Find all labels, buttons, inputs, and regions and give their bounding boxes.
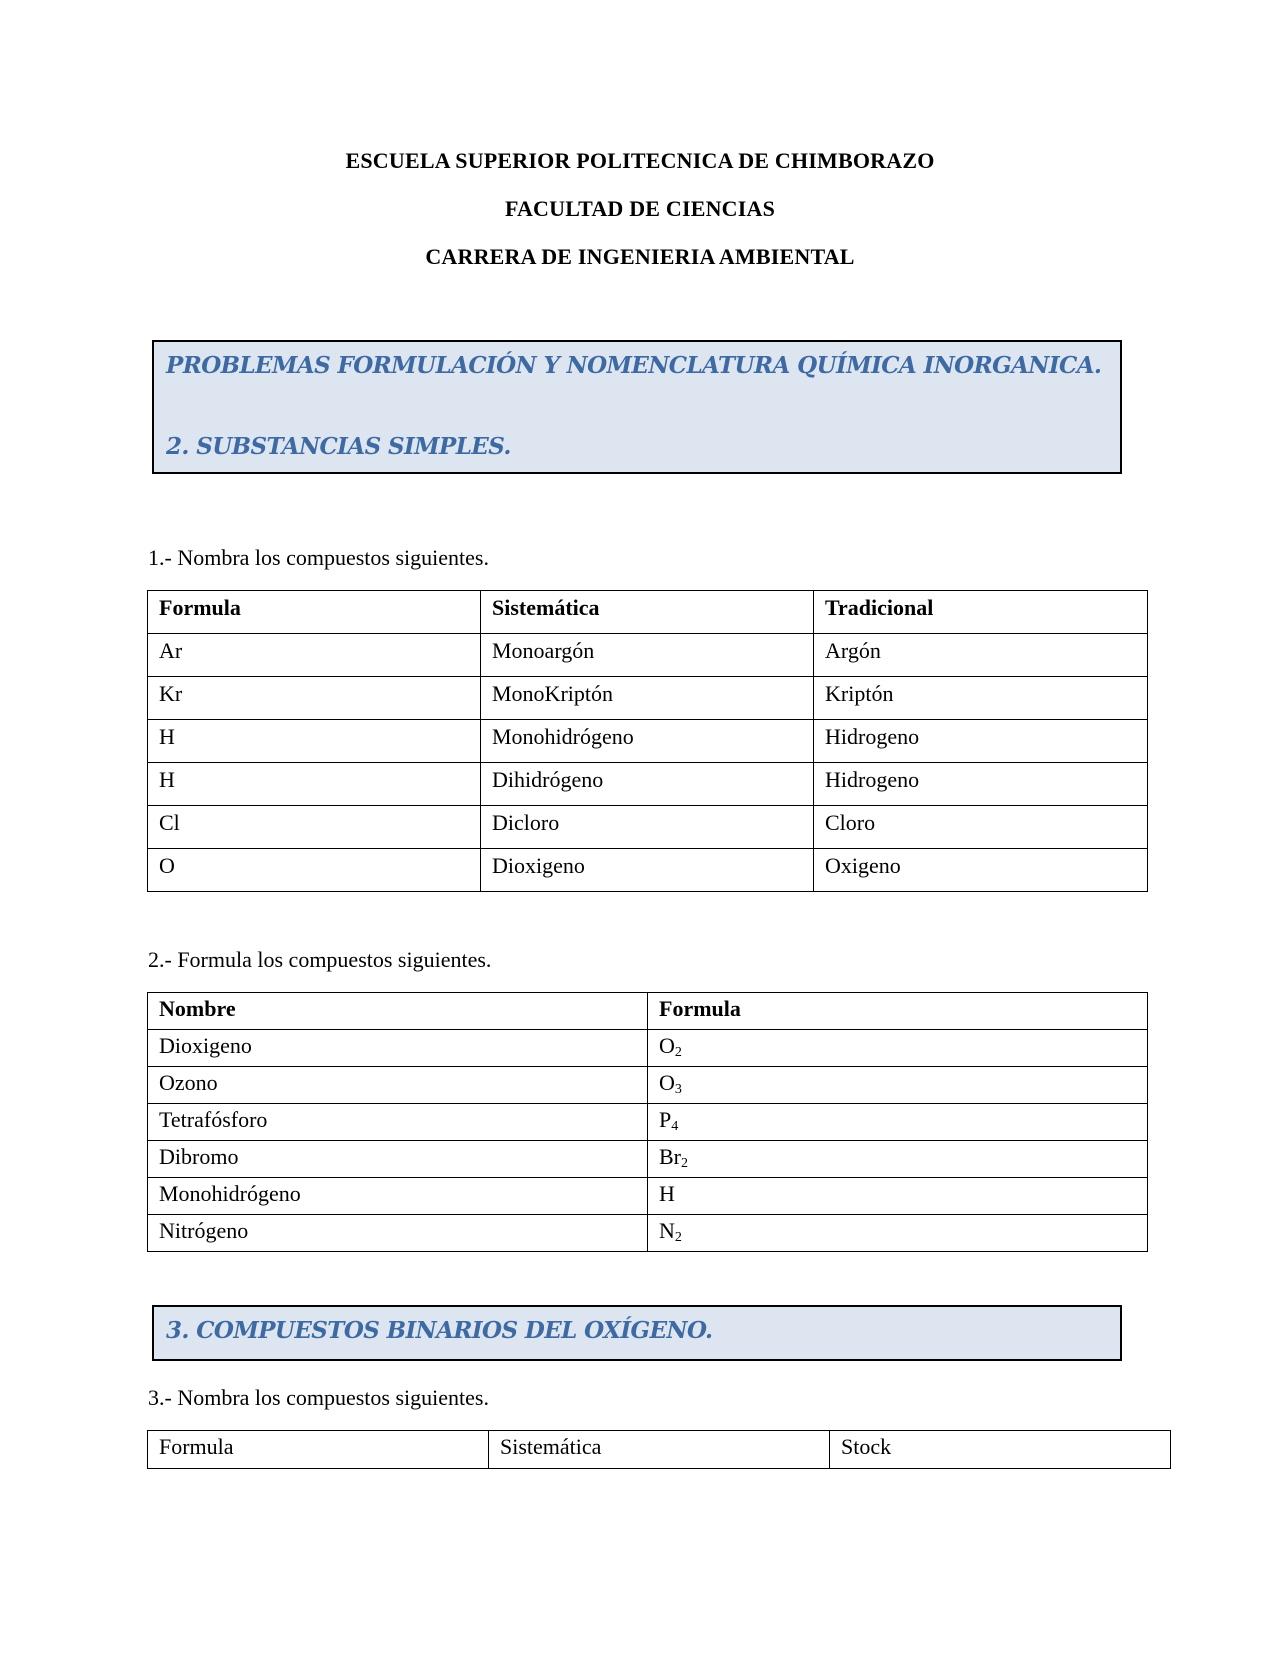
table-row bbox=[148, 1104, 1148, 1141]
systematic-name-cell: Monoargón bbox=[481, 634, 814, 677]
formula-cell bbox=[648, 1104, 1148, 1141]
element-symbol: O bbox=[659, 1033, 675, 1058]
systematic-name-cell: Dihidrógeno bbox=[481, 763, 814, 806]
systematic-name-cell: MonoKriptón bbox=[481, 677, 814, 720]
section-heading-oxygen-binaries: 3. COMPUESTOS BINARIOS DEL OXÍGENO. bbox=[166, 1317, 713, 1344]
section-heading-simple-substances: 2. SUBSTANCIAS SIMPLES. bbox=[166, 433, 511, 460]
traditional-name-cell: Argón bbox=[814, 634, 1148, 677]
formula-cell: O bbox=[148, 849, 481, 892]
institution-name: ESCUELA SUPERIOR POLITECNICA DE CHIMBORAZO bbox=[345, 148, 935, 173]
subscript: 4 bbox=[671, 1119, 679, 1134]
compound-name-cell: Dioxigeno bbox=[148, 1030, 648, 1067]
traditional-name-cell: Cloro bbox=[814, 806, 1148, 849]
subscript: 2 bbox=[681, 1156, 688, 1171]
table-row bbox=[148, 849, 1148, 892]
table-row bbox=[148, 677, 1148, 720]
header-cell: Tradicional bbox=[814, 591, 1148, 634]
table-name-compounds bbox=[147, 590, 1148, 892]
header-cell: Sistemática bbox=[481, 591, 814, 634]
formula-cell: Ar bbox=[148, 634, 481, 677]
systematic-name-cell: Dicloro bbox=[481, 806, 814, 849]
element-symbol: P bbox=[659, 1107, 672, 1132]
section-box-oxygen-binaries bbox=[152, 1305, 1122, 1361]
traditional-name-cell: Hidrogeno bbox=[814, 720, 1148, 763]
header-cell: Formula bbox=[148, 1431, 489, 1469]
formula-cell: H bbox=[148, 763, 481, 806]
table-header-row bbox=[148, 591, 1148, 634]
table-row bbox=[148, 1141, 1148, 1178]
question-3-prompt: 3.- Nombra los compuestos siguientes. bbox=[148, 1385, 489, 1410]
table-row bbox=[148, 1030, 1148, 1067]
traditional-name-cell: Hidrogeno bbox=[814, 763, 1148, 806]
header-cell: Stock bbox=[830, 1431, 1171, 1469]
table-header-row bbox=[148, 993, 1148, 1030]
formula-cell: Cl bbox=[148, 806, 481, 849]
formula-cell bbox=[648, 1141, 1148, 1178]
formula-cell bbox=[648, 1067, 1148, 1104]
compound-name-cell: Tetrafósforo bbox=[148, 1104, 648, 1141]
formula-cell: Kr bbox=[148, 677, 481, 720]
table-row bbox=[148, 1178, 1148, 1215]
element-symbol: Br bbox=[659, 1144, 681, 1169]
compound-name-cell: Nitrógeno bbox=[148, 1215, 648, 1252]
table-row bbox=[148, 1215, 1148, 1252]
header-cell: Nombre bbox=[148, 993, 648, 1030]
formula-cell bbox=[648, 1030, 1148, 1067]
formula-cell: H bbox=[148, 720, 481, 763]
question-2-prompt: 2.- Formula los compuestos siguientes. bbox=[148, 947, 492, 972]
element-symbol: H bbox=[659, 1181, 675, 1206]
element-symbol: O bbox=[659, 1070, 675, 1095]
compound-name-cell: Dibromo bbox=[148, 1141, 648, 1178]
question-1-prompt: 1.- Nombra los compuestos siguientes. bbox=[148, 545, 489, 570]
systematic-name-cell: Monohidrógeno bbox=[481, 720, 814, 763]
faculty-name: FACULTAD DE CIENCIAS bbox=[504, 196, 776, 221]
systematic-name-cell: Dioxigeno bbox=[481, 849, 814, 892]
subscript: 2 bbox=[674, 1045, 682, 1060]
element-symbol: N bbox=[659, 1218, 675, 1243]
subscript: 2 bbox=[674, 1230, 682, 1245]
traditional-name-cell: Kriptón bbox=[814, 677, 1148, 720]
header-cell: Formula bbox=[148, 591, 481, 634]
formula-cell bbox=[648, 1215, 1148, 1252]
document-title: PROBLEMAS FORMULACIÓN Y NOMENCLATURA QUÍMICA INORGANICA. bbox=[166, 352, 1102, 379]
table-row bbox=[148, 763, 1148, 806]
table-row bbox=[148, 806, 1148, 849]
table-header-row bbox=[148, 1431, 1171, 1469]
subscript: 3 bbox=[674, 1082, 682, 1097]
table-row bbox=[148, 720, 1148, 763]
header-cell: Sistemática bbox=[489, 1431, 830, 1469]
header-cell: Formula bbox=[648, 993, 1148, 1030]
section-box-simple-substances bbox=[152, 340, 1122, 474]
table-row bbox=[148, 1067, 1148, 1104]
formula-cell bbox=[648, 1178, 1148, 1215]
compound-name-cell: Monohidrógeno bbox=[148, 1178, 648, 1215]
career-name: CARRERA DE INGENIERIA AMBIENTAL bbox=[425, 244, 855, 269]
compound-name-cell: Ozono bbox=[148, 1067, 648, 1104]
traditional-name-cell: Oxigeno bbox=[814, 849, 1148, 892]
table-row bbox=[148, 634, 1148, 677]
table-oxygen-compounds bbox=[147, 1430, 1171, 1469]
table-formulate-compounds bbox=[147, 992, 1148, 1252]
